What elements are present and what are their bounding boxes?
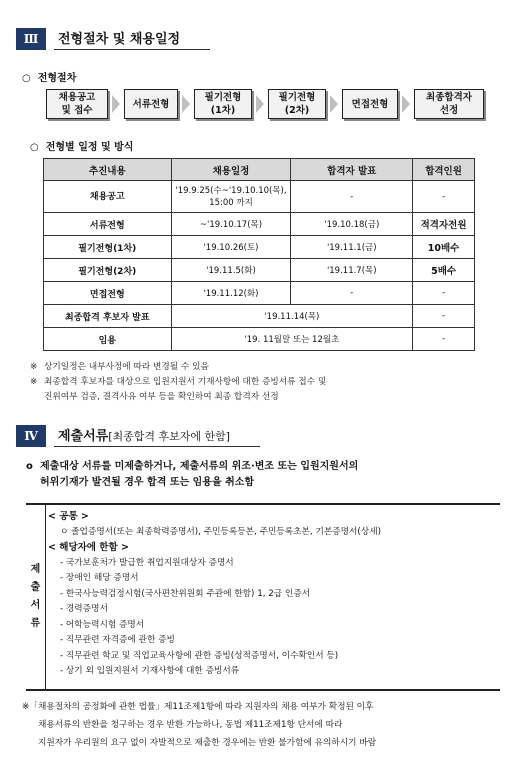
common-docs-item: ㅇ 졸업증명서(또는 최종학력증명서), 주민등록등본, 주민등록초본, 기본증명서(상세) [60,526,381,537]
row-label: 필기전형(2차) [44,259,172,282]
schedule-date: '19.11.14(목) [171,305,413,328]
flow-arrow-icon [256,95,264,113]
footer-line: ※「채용절차의 공정화에 관한 법률」제11조제1항에 따라 지원자의 채용 여부가 확정된 이후 [22,702,374,712]
common-docs-title: < 공통 > [48,511,89,522]
flow-arrow-icon [182,95,190,113]
procedure-flow [46,89,484,119]
result-date: - [291,181,413,213]
flow-step: 채용공고 및 접수 [46,89,108,119]
procedure-bullet: ○ [22,73,31,84]
pass-count: - [413,305,475,328]
list-item: - 어학능력시험 증명서 [60,619,145,630]
row-label: 면접전형 [44,282,172,305]
side-label-char: 제 [30,564,41,575]
section-3-number: Ⅲ [16,28,46,50]
table-row [44,305,475,328]
schedule-date: '19. 11월말 또는 12월초 [171,328,413,351]
flow-step: 서류전형 [124,89,178,119]
flow-step: 필기전형 (2차) [268,89,326,119]
list-item: - 상기 외 입원지원서 기재사항에 대한 증빙서류 [60,666,240,676]
section-4-title [54,425,260,447]
schedule-date: '19.9.25(수~'19.10.10(목), 15:00 까지 [171,181,291,213]
submission-warning [26,459,504,491]
schedule-date: '19.10.26(토) [171,236,291,259]
note-line [30,360,500,375]
note-line: 진위여부 검증, 결격사유 여부 등을 확인하여 최종 합격자 선정 [44,392,279,402]
list-item: - 직무관련 학교 및 직업교육사항에 관한 증빙(성적증명서, 이수확인서 등) [60,650,339,661]
flow-arrow-icon [112,95,120,113]
schedule-date: ~'19.10.17(목) [171,213,291,236]
applicable-docs-title: < 해당자에 한함 > [48,542,129,553]
section-4-subtitle: [최종합격 후보자에 한함] [108,430,231,443]
table-header-cell: 추진내용 [44,159,172,181]
table-row [44,236,475,259]
schedule-date: '19.11.12(화) [171,282,291,305]
warning-line [26,459,504,475]
note-mark: ※ [30,377,38,387]
flow-arrow-icon [402,95,410,113]
table-row [44,259,475,282]
table-header-cell: 채용일정 [171,159,291,181]
table-row [44,328,475,351]
section-4-header [16,425,260,447]
result-date: - [291,282,413,305]
schedule-table [43,158,475,351]
flow-step: 최종합격자 선정 [414,89,484,119]
note-mark: ※ [30,362,38,372]
documents-list [46,505,381,689]
flow-step: 필기전형 (1차) [194,89,252,119]
documents-box [26,503,500,691]
side-label-char: 류 [30,618,41,629]
table-row [44,282,475,305]
list-item: - 장애인 해당 증명서 [60,573,139,583]
side-label-char: 서 [30,600,41,611]
procedure-heading-text: 전형절차 [37,73,77,84]
warning-line: 허위기재가 발견될 경우 합격 또는 임용을 취소함 [40,477,255,488]
list-item: - 국가보훈처가 발급한 취업지원대상자 증명서 [60,557,234,568]
row-label: 서류전형 [44,213,172,236]
section-4-number: Ⅳ [16,425,46,447]
schedule-bullet: ○ [30,142,39,153]
footer-note [22,698,504,752]
schedule-heading [30,138,133,153]
result-date: '19.10.18(금) [291,213,413,236]
table-header-cell: 합격인원 [413,159,475,181]
table-row [44,181,475,213]
flow-arrow-icon [330,95,338,113]
flow-step: 면접전형 [342,89,398,119]
pass-count: 10배수 [413,236,475,259]
table-row [44,213,475,236]
note-text: 상기일정은 내부사정에 따라 변경될 수 있음 [44,362,209,372]
note-text: 최종합격 후보자를 대상으로 입원지원서 기재사항에 대한 증빙서류 접수 및 [44,377,327,387]
list-item: - 경력증명서 [60,604,108,614]
schedule-heading-text: 전형별 일정 및 방식 [45,142,134,153]
pass-count: - [413,181,475,213]
row-label: 채용공고 [44,181,172,213]
schedule-notes [30,360,500,405]
list-item: - 직무관련 자격증에 관한 증빙 [60,635,175,645]
procedure-heading [22,69,76,84]
pass-count: 적격자전원 [413,213,475,236]
schedule-date: '19.11.5(화) [171,259,291,282]
row-label: 필기전형(1차) [44,236,172,259]
footer-line: 지원자가 우리원의 요구 없이 자발적으로 제출한 경우에는 반환 불가함에 유의하시기 바람 [38,738,377,748]
row-label: 최종합격 후보자 발표 [44,305,172,328]
result-date: '19.11.1(금) [291,236,413,259]
pass-count: 5배수 [413,259,475,282]
footer-line: 채용서류의 반환을 청구하는 경우 반환 가능하나, 동법 제11조제1항 단서에 따라 [38,720,343,730]
documents-side-label [26,505,46,689]
section-3-header [16,28,210,50]
pass-count: - [413,328,475,351]
table-header-row [44,159,475,181]
pass-count: - [413,282,475,305]
side-label-char: 출 [30,582,41,593]
row-label: 임용 [44,328,172,351]
result-date: '19.11.7(목) [291,259,413,282]
warning-bullet: o [26,461,33,472]
table-header-cell: 합격자 발표 [291,159,413,181]
section-3-title: 전형절차 및 채용일정 [54,28,210,50]
warning-text: 제출대상 서류를 미제출하거나, 제출서류의 위조·변조 또는 입원지원서의 [40,461,359,472]
note-line [30,375,500,390]
list-item: - 한국사능력검정시험(국사편찬위원회 주관에 한함) 1, 2급 인증서 [60,588,311,599]
section-4-title-main: 제출서류 [58,429,109,444]
